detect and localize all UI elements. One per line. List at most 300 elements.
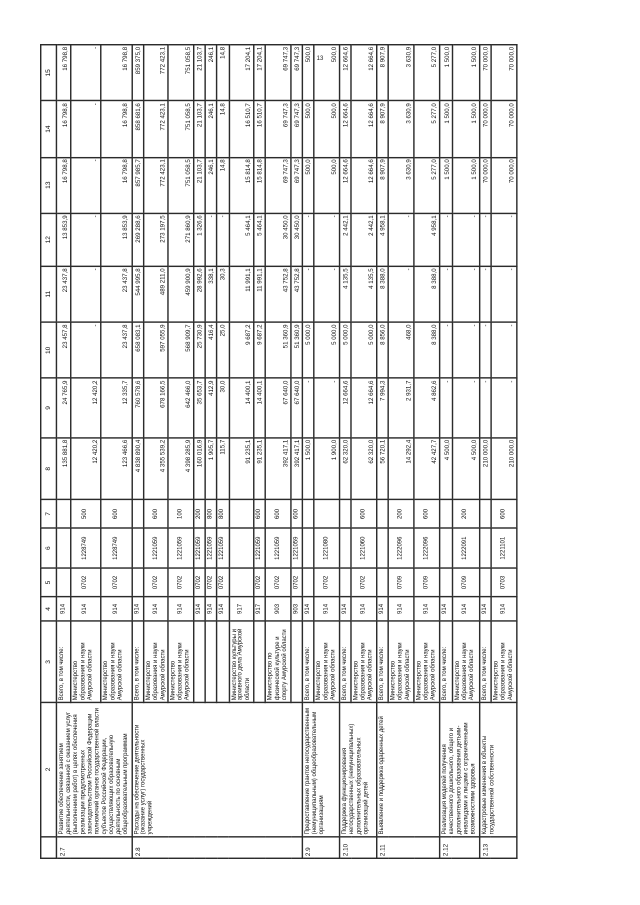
row-total: 4 398 285,9 (169, 438, 195, 500)
header-col-5: 5 (41, 568, 57, 596)
row-code-gr: 914 (479, 596, 491, 621)
row-year-7: - (70, 45, 101, 101)
row-year-1: 678 166,5 (143, 378, 169, 437)
row-year-2: 8 856,0 (377, 322, 389, 378)
table-row (377, 45, 389, 859)
row-executor: Министерство образования и науки Амурской области (101, 621, 132, 702)
row-code-rz: 0702 (351, 568, 377, 596)
table-row (303, 45, 315, 859)
row-year-4: 269 288,6 (132, 213, 144, 266)
row-code-gr: 914 (340, 596, 352, 621)
row-index: 2.11 (377, 836, 440, 858)
row-code-csr: 1221059 (291, 528, 303, 569)
row-total: 392 417,1 (291, 438, 303, 500)
row-year-7: 12 664,6 (340, 45, 352, 101)
row-year-1: 30,0 (217, 378, 229, 437)
row-year-5: 15 814,8 (254, 157, 266, 213)
row-code-gr: 903 (291, 596, 303, 621)
row-code-rz: 0703 (491, 568, 517, 596)
row-year-4: 5 464,1 (229, 213, 255, 266)
row-year-6: 70 000,0 (491, 101, 517, 157)
row-year-5: 14,8 (217, 157, 229, 213)
row-executor: Министерство образования и науки Амурской области (452, 621, 479, 702)
row-year-5: 12 664,6 (340, 157, 352, 213)
header-col-12: 12 (41, 213, 57, 266)
row-code-vr (479, 500, 491, 528)
row-year-5: 70 000,0 (479, 157, 491, 213)
row-year-4: 2 442,1 (340, 213, 352, 266)
row-year-6: 12 664,6 (351, 101, 377, 157)
header-col-7: 7 (41, 500, 57, 528)
row-code-csr: 1221059 (194, 528, 206, 569)
row-total: 1 500,0 (303, 438, 315, 500)
row-year-1: 14 400,1 (229, 378, 255, 437)
row-total: 42 427,7 (414, 438, 440, 500)
header-col-4: 4 (41, 596, 57, 621)
row-code-rz: 0702 (254, 568, 266, 596)
row-name: Поддержка функционирования негосударственных (немуниципальных) дополнительных образовательных организаций детей (340, 702, 377, 836)
row-year-7: 500,0 (303, 45, 315, 101)
row-year-4: - (440, 213, 452, 266)
row-year-2: 658 083,1 (132, 322, 144, 378)
row-year-3: - (452, 266, 479, 322)
row-year-4: 4 958,1 (414, 213, 440, 266)
row-year-6: 16 510,7 (254, 101, 266, 157)
row-code-gr: 914 (56, 596, 70, 621)
row-total: 62 320,0 (340, 438, 352, 500)
row-code-vr (56, 500, 70, 528)
row-code-gr: 914 (491, 596, 517, 621)
header-col-11: 11 (41, 266, 57, 322)
row-year-1: 67 640,0 (266, 378, 292, 437)
row-year-6: 16 798,8 (101, 101, 132, 157)
row-executor (217, 621, 229, 702)
row-year-5: 69 747,3 (266, 157, 292, 213)
row-year-7: 772 423,1 (143, 45, 169, 101)
row-year-6: 858 681,6 (132, 101, 144, 157)
row-code-gr: 914 (414, 596, 440, 621)
row-executor: Всего, в том числе: (340, 621, 352, 702)
row-code-csr (229, 528, 255, 569)
row-year-1: 14 400,1 (254, 378, 266, 437)
row-year-6: 500,0 (314, 101, 340, 157)
row-year-4: 5 464,1 (254, 213, 266, 266)
row-year-4: 273 197,5 (143, 213, 169, 266)
row-code-csr (479, 528, 491, 569)
row-year-5: 500,0 (303, 157, 315, 213)
row-year-4: 30 450,0 (266, 213, 292, 266)
row-year-1: 35 653,7 (194, 378, 206, 437)
row-code-vr: 200 (452, 500, 479, 528)
row-year-2: 9 687,2 (254, 322, 266, 378)
row-year-7: 859 375,0 (132, 45, 144, 101)
row-year-3: - (389, 266, 415, 322)
row-year-7: 14,8 (217, 45, 229, 101)
row-year-6: 1 500,0 (452, 101, 479, 157)
row-year-4: - (303, 213, 315, 266)
row-year-1: 12 335,7 (101, 378, 132, 437)
row-code-gr: 914 (70, 596, 101, 621)
table-row (340, 45, 352, 859)
row-executor: Всего, в том числе: (56, 621, 70, 702)
row-code-csr: 1222096 (389, 528, 415, 569)
row-total: 91 235,1 (229, 438, 255, 500)
row-code-csr: 1221059 (266, 528, 292, 569)
row-year-3: 8 388,0 (377, 266, 389, 322)
row-year-7: 3 630,9 (389, 45, 415, 101)
row-code-rz: 0702 (266, 568, 292, 596)
row-year-5: 5 277,0 (414, 157, 440, 213)
row-year-1: - (491, 378, 517, 437)
row-code-csr (377, 528, 389, 569)
row-year-5: 16 798,8 (56, 157, 70, 213)
row-year-5: 1 500,0 (440, 157, 452, 213)
row-year-7: 70 000,0 (491, 45, 517, 101)
row-code-gr: 914 (132, 596, 144, 621)
row-total: 14 292,4 (389, 438, 415, 500)
row-year-2: 8 388,0 (414, 322, 440, 378)
row-code-vr: 200 (194, 500, 206, 528)
header-col-2: 2 (41, 702, 57, 836)
row-executor: Всего, в том числе: (303, 621, 315, 702)
row-code-rz: 0702 (70, 568, 101, 596)
row-year-3: 338,1 (206, 266, 218, 322)
row-code-vr: 200 (389, 500, 415, 528)
row-year-7: 1 500,0 (440, 45, 452, 101)
row-code-vr: 600 (414, 500, 440, 528)
header-col-6: 6 (41, 528, 57, 569)
table-row (56, 45, 70, 859)
row-total: 123 466,6 (101, 438, 132, 500)
row-code-gr: 914 (440, 596, 452, 621)
row-total: 4 838 890,4 (132, 438, 144, 500)
row-code-rz (479, 568, 491, 596)
row-code-gr: 914 (452, 596, 479, 621)
row-total: 4 500,0 (452, 438, 479, 500)
row-year-7: 16 798,8 (101, 45, 132, 101)
row-code-vr: 800 (206, 500, 218, 528)
row-year-2: 5 000,0 (314, 322, 340, 378)
header-col-8: 8 (41, 438, 57, 500)
header-col-1 (41, 836, 57, 858)
header-col-10: 10 (41, 322, 57, 378)
row-year-7: 69 747,3 (266, 45, 292, 101)
table-row (132, 45, 144, 859)
row-year-5: 246,1 (206, 157, 218, 213)
row-code-csr: 1222096 (414, 528, 440, 569)
row-code-gr: 914 (143, 596, 169, 621)
row-year-6: 69 747,3 (266, 101, 292, 157)
row-year-7: 751 058,5 (169, 45, 195, 101)
row-year-1: - (452, 378, 479, 437)
row-code-rz (229, 568, 255, 596)
row-total: 160 016,9 (194, 438, 206, 500)
row-year-7: 17 204,1 (229, 45, 255, 101)
table-header-row (41, 45, 57, 859)
row-total: 1 900,0 (314, 438, 340, 500)
row-code-rz: 0709 (414, 568, 440, 596)
row-executor: Министерство образования и науки Амурской области (169, 621, 195, 702)
row-executor: Министерство образования и науки Амурской области (314, 621, 340, 702)
row-year-6: 8 907,9 (377, 101, 389, 157)
row-year-4: - (314, 213, 340, 266)
row-year-3: 11 991,1 (254, 266, 266, 322)
page-number: 13 (316, 56, 324, 62)
row-year-3: 489 211,0 (143, 266, 169, 322)
row-executor: Министерство образования и науки Амурской области (389, 621, 415, 702)
row-year-4: - (70, 213, 101, 266)
row-code-vr: 800 (217, 500, 229, 528)
row-code-vr: 600 (266, 500, 292, 528)
row-year-1: 12 420,2 (70, 378, 101, 437)
row-year-6: 500,0 (303, 101, 315, 157)
row-year-4: - (217, 213, 229, 266)
row-year-5: 12 664,6 (351, 157, 377, 213)
row-year-6: 246,1 (206, 101, 218, 157)
row-year-1: 67 640,0 (291, 378, 303, 437)
row-year-6: 772 423,1 (143, 101, 169, 157)
row-code-rz (56, 568, 70, 596)
row-code-vr (132, 500, 144, 528)
row-code-rz (132, 568, 144, 596)
row-year-4: - (389, 213, 415, 266)
row-year-3: 30,3 (217, 266, 229, 322)
row-executor: Всего, в том числе: (377, 621, 389, 702)
row-year-5: 857 985,7 (132, 157, 144, 213)
row-executor: Министерство образования и науки Амурской области (351, 621, 377, 702)
row-code-csr: 1221059 (169, 528, 195, 569)
row-year-3: 43 752,8 (266, 266, 292, 322)
row-year-1: - (440, 378, 452, 437)
row-year-5: 16 798,8 (101, 157, 132, 213)
row-code-csr: 1222091 (452, 528, 479, 569)
row-year-1: 412,9 (206, 378, 218, 437)
row-year-2: - (452, 322, 479, 378)
row-year-1: 7 994,3 (377, 378, 389, 437)
row-year-6: 14,8 (217, 101, 229, 157)
row-year-2: 468,0 (389, 322, 415, 378)
row-code-rz: 0702 (206, 568, 218, 596)
row-code-csr (132, 528, 144, 569)
row-year-1: 12 664,6 (340, 378, 352, 437)
row-code-vr (377, 500, 389, 528)
row-executor (291, 621, 303, 702)
row-year-4: 2 442,1 (351, 213, 377, 266)
budget-table-container (40, 44, 517, 859)
row-code-rz: 0702 (143, 568, 169, 596)
row-year-7: 246,1 (206, 45, 218, 101)
row-year-4: 271 860,9 (169, 213, 195, 266)
row-year-5: 3 630,9 (389, 157, 415, 213)
row-year-5: 1 500,0 (452, 157, 479, 213)
row-code-rz (440, 568, 452, 596)
row-code-gr: 914 (101, 596, 132, 621)
row-year-2: 5 000,0 (351, 322, 377, 378)
row-index: 2.7 (56, 836, 131, 858)
row-code-csr: 1221080 (314, 528, 340, 569)
row-year-1: 4 862,6 (414, 378, 440, 437)
row-year-5: 8 907,9 (377, 157, 389, 213)
row-year-5: 70 000,0 (491, 157, 517, 213)
row-code-rz: 0709 (389, 568, 415, 596)
row-year-3: 544 995,8 (132, 266, 144, 322)
row-year-4: 1 326,6 (194, 213, 206, 266)
row-code-gr: 914 (194, 596, 206, 621)
row-year-5: 772 423,1 (143, 157, 169, 213)
row-total: 62 320,0 (351, 438, 377, 500)
row-year-2: 416,4 (206, 322, 218, 378)
row-year-1: 24 765,9 (56, 378, 70, 437)
row-year-3: - (303, 266, 315, 322)
row-executor (254, 621, 266, 702)
row-year-2: - (70, 322, 101, 378)
row-total: 91 235,1 (254, 438, 266, 500)
row-code-gr: 914 (389, 596, 415, 621)
row-executor (206, 621, 218, 702)
row-year-1: - (314, 378, 340, 437)
row-total: 135 881,8 (56, 438, 70, 500)
row-code-rz: 0709 (452, 568, 479, 596)
row-total: 210 000,0 (491, 438, 517, 500)
row-code-gr: 914 (217, 596, 229, 621)
row-code-vr: 100 (169, 500, 195, 528)
row-total: 392 417,1 (266, 438, 292, 500)
row-index: 2.9 (303, 836, 340, 858)
row-year-1: - (303, 378, 315, 437)
row-year-3: 23 437,8 (56, 266, 70, 322)
row-year-6: 70 000,0 (479, 101, 491, 157)
row-code-rz: 0702 (291, 568, 303, 596)
row-year-4: 13 853,9 (101, 213, 132, 266)
row-code-csr (340, 528, 352, 569)
row-year-7: 500,0 (314, 45, 340, 101)
header-col-15: 15 (41, 45, 57, 101)
row-year-3: 11 991,1 (229, 266, 255, 322)
row-year-6: 69 747,3 (291, 101, 303, 157)
row-code-rz: 0702 (169, 568, 195, 596)
row-code-vr (314, 500, 340, 528)
row-year-5: - (70, 157, 101, 213)
row-name: Реализация моделей получения качественного дошкольного, общего и дополнительного образования детьми-инвалидами и лицами с ограниченными возможностями здоровья (440, 702, 480, 836)
row-year-2: 51 360,9 (291, 322, 303, 378)
budget-table (40, 44, 517, 859)
row-year-6: 1 500,0 (440, 101, 452, 157)
row-year-5: 500,0 (314, 157, 340, 213)
row-year-4: 30 450,0 (291, 213, 303, 266)
row-year-4: - (452, 213, 479, 266)
row-code-vr: 600 (101, 500, 132, 528)
row-year-3: - (314, 266, 340, 322)
row-year-3: - (479, 266, 491, 322)
row-code-rz: 0702 (217, 568, 229, 596)
row-code-rz: 0702 (101, 568, 132, 596)
row-year-2: 25,0 (217, 322, 229, 378)
row-code-gr: 917 (229, 596, 255, 621)
row-year-2: 51 360,9 (266, 322, 292, 378)
row-year-3: 4 135,5 (340, 266, 352, 322)
row-year-3: 8 388,0 (414, 266, 440, 322)
row-year-7: 12 664,6 (351, 45, 377, 101)
row-code-csr (440, 528, 452, 569)
row-year-7: 69 747,3 (291, 45, 303, 101)
row-code-rz (303, 568, 315, 596)
header-col-13: 13 (41, 157, 57, 213)
row-year-6: 16 510,7 (229, 101, 255, 157)
row-year-6: - (70, 101, 101, 157)
row-index: 2.8 (132, 836, 303, 858)
row-code-vr (229, 500, 255, 528)
row-name: Расходы на обеспечение деятельности (оказание услуг) государственных учреждений (132, 702, 303, 836)
row-total: 12 420,2 (70, 438, 101, 500)
row-code-rz: 0702 (314, 568, 340, 596)
row-name: Кадастровые изменения в объекты государственной собственности (479, 702, 516, 836)
row-year-5: 21 103,7 (194, 157, 206, 213)
row-year-4: 4 958,1 (377, 213, 389, 266)
row-code-gr: 914 (169, 596, 195, 621)
row-year-7: 8 907,9 (377, 45, 389, 101)
row-code-csr: 1221059 (217, 528, 229, 569)
row-year-2: 5 000,0 (340, 322, 352, 378)
row-code-csr (56, 528, 70, 569)
row-code-gr: 914 (314, 596, 340, 621)
row-total: 115,7 (217, 438, 229, 500)
row-year-3: 4 135,5 (351, 266, 377, 322)
row-year-7: 1 500,0 (452, 45, 479, 101)
row-year-6: 21 103,7 (194, 101, 206, 157)
row-year-3: 23 437,8 (101, 266, 132, 322)
row-code-vr (340, 500, 352, 528)
row-year-3: 28 992,6 (194, 266, 206, 322)
row-year-7: 17 204,1 (254, 45, 266, 101)
row-code-rz: 0702 (194, 568, 206, 596)
row-index: 2.10 (340, 836, 377, 858)
row-index: 2.12 (440, 836, 480, 858)
row-year-3: 459 900,9 (169, 266, 195, 322)
row-code-vr: 500 (70, 500, 101, 528)
row-year-7: 70 000,0 (479, 45, 491, 101)
row-name: Выявление и поддержка одаренных детей (377, 702, 440, 836)
row-name: Развитие обеспечение занятием деятельности, связанной с оказанием услуг (выполнением работ) в целях обеспечения реализации предусмотренных законодательством Российской Федерации полномочий органов государственной власти субъектов Российской Федерации, осуществляющих образовательную деятельность по основным общеобразовательным программам (56, 702, 131, 836)
row-year-2: 597 055,9 (143, 322, 169, 378)
row-total: 4 500,0 (440, 438, 452, 500)
row-name: Предоставление грантов негосударственным (немуниципальным) общеобразовательным организациям (303, 702, 340, 836)
row-year-6: 16 798,8 (56, 101, 70, 157)
row-code-gr: 914 (377, 596, 389, 621)
row-executor: Министерство культуры и архивного дела Амурской области (229, 621, 255, 702)
row-year-1: 12 664,6 (351, 378, 377, 437)
row-total: 4 355 539,2 (143, 438, 169, 500)
row-code-csr: 1221059 (143, 528, 169, 569)
row-year-5: 69 747,3 (291, 157, 303, 213)
row-code-vr (303, 500, 315, 528)
table-row (479, 45, 491, 859)
row-year-3: - (70, 266, 101, 322)
row-code-csr: 1221059 (206, 528, 218, 569)
row-year-2: - (491, 322, 517, 378)
row-total: 1 905,7 (206, 438, 218, 500)
row-code-gr: 903 (266, 596, 292, 621)
row-year-6: 3 630,9 (389, 101, 415, 157)
row-code-csr: 1221059 (254, 528, 266, 569)
row-code-vr: 600 (143, 500, 169, 528)
row-total: 56 720,1 (377, 438, 389, 500)
row-year-4: - (479, 213, 491, 266)
row-year-3: - (491, 266, 517, 322)
header-col-14: 14 (41, 101, 57, 157)
row-year-7: 16 798,8 (56, 45, 70, 101)
row-executor: Министерство образования и науки Амурской области (414, 621, 440, 702)
table-row (440, 45, 452, 859)
